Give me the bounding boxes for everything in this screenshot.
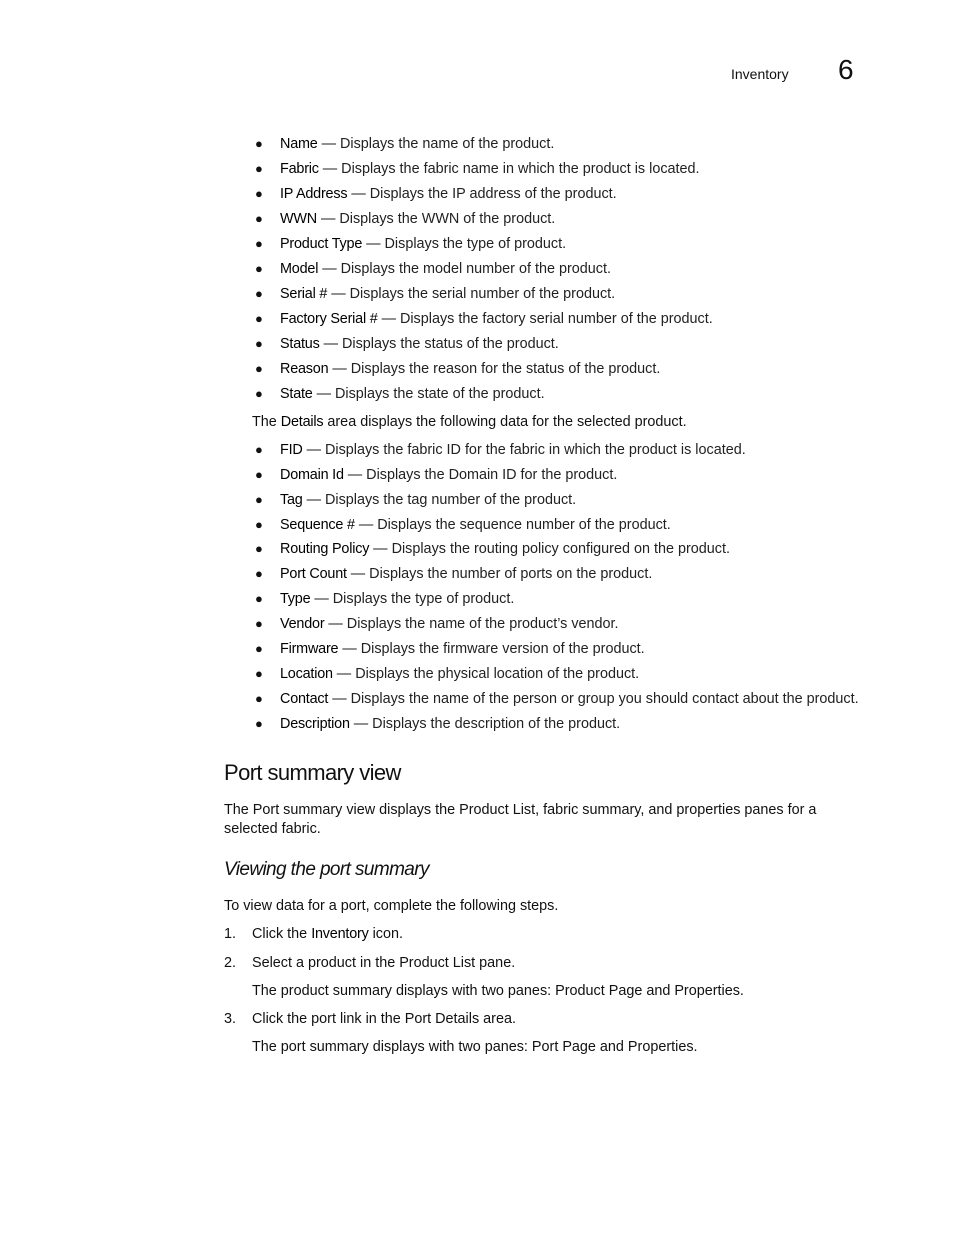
chapter-name: Inventory bbox=[731, 66, 789, 82]
field-description: — Displays the name of the product’s vendor. bbox=[324, 616, 619, 632]
field-term: Firmware bbox=[280, 641, 339, 657]
bullet-icon: ● bbox=[255, 591, 263, 606]
field-description: — Displays the Domain ID for the product. bbox=[343, 467, 618, 483]
step-number: 3. bbox=[224, 1011, 237, 1027]
field-description: — Displays the IP address of the product. bbox=[347, 186, 617, 202]
section-body-line-1: The Port summary view displays the Product List, fabric summary, and properties panes for a bbox=[224, 802, 817, 818]
details-intro-prefix: The bbox=[252, 414, 281, 430]
field-description: — Displays the number of ports on the product. bbox=[346, 566, 653, 582]
field-description: — Displays the type of product. bbox=[310, 591, 515, 607]
step-text: Click the port link in the Port Details area. bbox=[252, 1011, 516, 1027]
bullet-icon: ● bbox=[255, 386, 263, 401]
field-description: — Displays the physical location of the product. bbox=[332, 666, 640, 682]
field-term: Product Type bbox=[280, 236, 363, 252]
bullet-icon: ● bbox=[255, 716, 263, 731]
page-header bbox=[0, 56, 954, 96]
field-term: Type bbox=[280, 591, 311, 607]
bullet-icon: ● bbox=[255, 261, 263, 276]
field-term: Domain Id bbox=[280, 467, 344, 483]
bullet-icon: ● bbox=[255, 311, 263, 326]
field-description: — Displays the firmware version of the product. bbox=[338, 641, 645, 657]
section-heading: Port summary view bbox=[224, 760, 401, 785]
field-term: Fabric bbox=[280, 161, 319, 177]
field-term: Sequence # bbox=[280, 517, 355, 533]
steps-intro: To view data for a port, complete the following steps. bbox=[224, 898, 559, 914]
field-description: — Displays the name of the person or group you should contact about the product. bbox=[328, 691, 859, 707]
step-text-suffix: icon. bbox=[368, 926, 403, 942]
bullet-icon: ● bbox=[255, 286, 263, 301]
field-term: IP Address bbox=[280, 186, 348, 202]
field-description: — Displays the tag number of the product. bbox=[302, 492, 577, 508]
field-description: — Displays the sequence number of the product. bbox=[354, 517, 671, 533]
bullet-icon: ● bbox=[255, 467, 263, 482]
field-description: — Displays the type of product. bbox=[362, 236, 567, 252]
field-term: Factory Serial # bbox=[280, 311, 378, 327]
bullet-icon: ● bbox=[255, 541, 263, 556]
bullet-icon: ● bbox=[255, 442, 263, 457]
details-intro bbox=[252, 414, 687, 430]
inventory-term: Inventory bbox=[311, 926, 369, 942]
field-description: — Displays the description of the product. bbox=[349, 716, 621, 732]
details-intro-suffix: area displays the following data for the selected product. bbox=[323, 414, 687, 430]
field-description: — Displays the state of the product. bbox=[312, 386, 545, 402]
field-term: Description bbox=[280, 716, 350, 732]
field-term: Port Count bbox=[280, 566, 347, 582]
bullet-icon: ● bbox=[255, 566, 263, 581]
field-term: Status bbox=[280, 336, 320, 352]
bullet-icon: ● bbox=[255, 517, 263, 532]
step-result: The port summary displays with two panes: Port Page and Properties. bbox=[252, 1039, 698, 1055]
bullet-icon: ● bbox=[255, 641, 263, 656]
bullet-icon: ● bbox=[255, 211, 263, 226]
field-description: — Displays the fabric name in which the product is located. bbox=[318, 161, 700, 177]
field-description: — Displays the fabric ID for the fabric in which the product is located. bbox=[302, 442, 746, 458]
field-description: — Displays the WWN of the product. bbox=[316, 211, 556, 227]
subsection-heading: Viewing the port summary bbox=[224, 859, 429, 880]
bullet-icon: ● bbox=[255, 186, 263, 201]
bullet-icon: ● bbox=[255, 336, 263, 351]
bullet-icon: ● bbox=[255, 361, 263, 376]
field-term: State bbox=[280, 386, 313, 402]
bullet-icon: ● bbox=[255, 236, 263, 251]
field-description: — Displays the status of the product. bbox=[319, 336, 559, 352]
field-term: Tag bbox=[280, 492, 303, 508]
field-term: Contact bbox=[280, 691, 329, 707]
bullet-icon: ● bbox=[255, 161, 263, 176]
field-description: — Displays the routing policy configured on the product. bbox=[369, 541, 730, 557]
field-term: Model bbox=[280, 261, 319, 277]
field-term: Location bbox=[280, 666, 333, 682]
bullet-icon: ● bbox=[255, 492, 263, 507]
bullet-icon: ● bbox=[255, 616, 263, 631]
step-number: 1. bbox=[224, 926, 237, 942]
field-term: WWN bbox=[280, 211, 317, 227]
field-description: — Displays the serial number of the product. bbox=[327, 286, 616, 302]
bullet-icon: ● bbox=[255, 691, 263, 706]
step-text-prefix: Click the bbox=[252, 926, 312, 942]
field-description: — Displays the factory serial number of the product. bbox=[377, 311, 713, 327]
bullet-icon: ● bbox=[255, 136, 263, 151]
step-number: 2. bbox=[224, 955, 237, 971]
field-term: Name bbox=[280, 136, 318, 152]
section-body-line-2: selected fabric. bbox=[224, 821, 321, 837]
field-description: — Displays the name of the product. bbox=[317, 136, 555, 152]
field-term: Vendor bbox=[280, 616, 325, 632]
step-text: Select a product in the Product List pane. bbox=[252, 955, 516, 971]
chapter-number: 6 bbox=[838, 54, 854, 85]
field-term: Serial # bbox=[280, 286, 328, 302]
field-term: Routing Policy bbox=[280, 541, 370, 557]
field-description: — Displays the reason for the status of the product. bbox=[328, 361, 661, 377]
details-term: Details bbox=[280, 414, 324, 430]
bullet-icon: ● bbox=[255, 666, 263, 681]
field-description: — Displays the model number of the product. bbox=[318, 261, 611, 277]
step-result: The product summary displays with two panes: Product Page and Properties. bbox=[252, 983, 744, 999]
field-term: Reason bbox=[280, 361, 329, 377]
field-term: FID bbox=[280, 442, 303, 458]
